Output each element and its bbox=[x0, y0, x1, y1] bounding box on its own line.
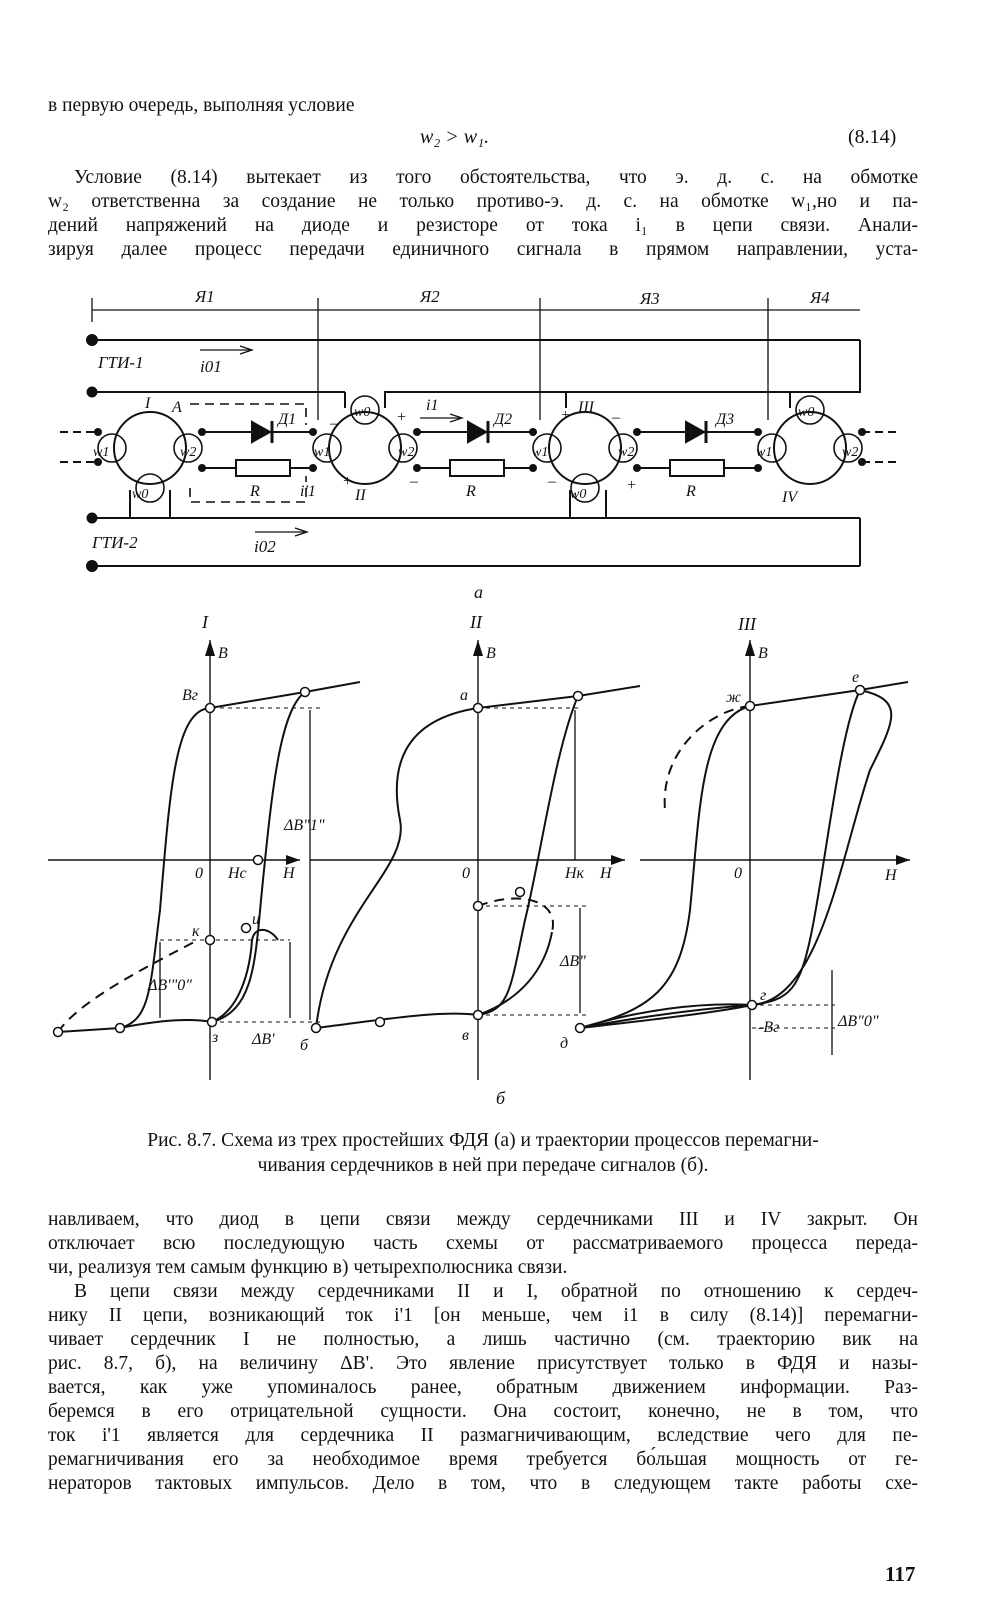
hc-label: Hc bbox=[228, 865, 247, 882]
graph-title: II bbox=[470, 612, 482, 632]
resistor-label: R bbox=[466, 483, 476, 500]
v-label: в bbox=[462, 1027, 469, 1044]
dBp-label: ΔB' bbox=[252, 1031, 275, 1048]
plus-sign: + bbox=[560, 407, 571, 424]
origin-label: 0 bbox=[734, 865, 742, 882]
point-a-label: A bbox=[172, 399, 182, 416]
core-label: III bbox=[578, 399, 594, 416]
k-label: к bbox=[192, 923, 200, 940]
z-label: з bbox=[212, 1029, 219, 1046]
plus-sign: + bbox=[342, 473, 353, 490]
caption-line: Рис. 8.7. Схема из трех простейших ФДЯ (а) и траектории процессов перемагни- bbox=[147, 1130, 819, 1151]
dB0-label: ΔB'"0" bbox=[148, 977, 193, 994]
dB0-label: ΔB"0" bbox=[838, 1013, 879, 1030]
axis-h-label: H bbox=[283, 865, 295, 882]
b-label: б bbox=[300, 1037, 309, 1054]
text-line: навливаем, что диод в цепи связи между сердечниками III и IV закрыт. Он bbox=[48, 1209, 918, 1230]
i1-label: i1 bbox=[426, 397, 439, 414]
circuit-diagram bbox=[0, 0, 1005, 620]
i01-label: i01 bbox=[200, 357, 222, 376]
text-line: дений напряжений на диоде и резисторе от тока i₁ в цепи связи. Анали- bbox=[48, 215, 918, 236]
text-line: чи, реализуя тем самым функцию в) четырехполюсника связи. bbox=[48, 1257, 568, 1278]
text-line: нику II цепи, возникающий ток i'1 [он меньше, чем i1 в силу (8.14)] перемагни- bbox=[48, 1305, 918, 1326]
text-line: Условие (8.14) вытекает из того обстоятельства, что э. д. с. на обмотке bbox=[74, 167, 918, 188]
axis-h-label: H bbox=[885, 867, 897, 884]
text-line: вается, как уже упоминалось ранее, обратным движением информации. Раз- bbox=[48, 1377, 918, 1398]
origin-label: 0 bbox=[195, 865, 203, 882]
br-label: Bг bbox=[182, 687, 199, 704]
dB1-label: ΔB"1" bbox=[284, 817, 325, 834]
resistor-label: R bbox=[686, 483, 696, 500]
minus-br-label: -Bг bbox=[758, 1019, 780, 1036]
w1-label: w1 bbox=[532, 445, 549, 460]
zh-label: ж bbox=[726, 689, 741, 706]
text-line: В цепи связи между сердечниками II и I, обратной по отношению к сердеч- bbox=[74, 1281, 918, 1302]
plus-sign: + bbox=[626, 477, 637, 494]
text-line: w₂ ответственна за создание не только противо-э. д. с. на обмотке w₁,но и па- bbox=[48, 191, 918, 212]
figure-caption bbox=[48, 1128, 918, 1178]
g-label: г bbox=[760, 987, 767, 1004]
text-line: рис. 8.7, б), на величину ΔB'. Это явление присутствует только в ФДЯ и назы- bbox=[48, 1353, 918, 1374]
d-label: д bbox=[560, 1035, 569, 1052]
i1-prime-label: i'1 bbox=[300, 483, 316, 500]
page-number: 117 bbox=[885, 1562, 916, 1586]
w2-label: w2 bbox=[618, 445, 635, 460]
hk-label: Hк bbox=[565, 865, 585, 882]
w0-label: w0 bbox=[132, 487, 149, 502]
axis-b-label: B bbox=[486, 645, 496, 662]
gti1-label: ГТИ-1 bbox=[98, 353, 144, 372]
gti2-label: ГТИ-2 bbox=[92, 533, 138, 552]
cell-label: Я2 bbox=[420, 287, 440, 306]
text-line: нераторов тактовых импульсов. Дело в том, что в следующем такте работы схе- bbox=[48, 1473, 918, 1494]
i02-label: i02 bbox=[254, 537, 276, 556]
axis-b-label: B bbox=[758, 645, 768, 662]
caption-line: чивания сердечников в ней при передаче сигналов (б). bbox=[257, 1155, 709, 1176]
axis-b-label: B bbox=[218, 645, 228, 662]
resistor-label: R bbox=[250, 483, 260, 500]
hysteresis-graphs bbox=[0, 610, 1005, 1110]
diode-label: Д3 bbox=[716, 411, 735, 428]
w0-label: w0 bbox=[798, 405, 815, 420]
equation-formula: w₂ > w₁. bbox=[420, 126, 490, 148]
axis-h-label: H bbox=[600, 865, 612, 882]
w1-label: w1 bbox=[314, 445, 331, 460]
w1-label: w1 bbox=[756, 445, 773, 460]
minus-sign: – bbox=[548, 473, 556, 490]
u-label: и bbox=[252, 911, 260, 928]
graph-2 bbox=[300, 640, 640, 1080]
e-label: е bbox=[852, 669, 860, 686]
w0-label: w0 bbox=[570, 487, 587, 502]
core-label: I bbox=[145, 395, 151, 412]
origin-label: 0 bbox=[462, 865, 470, 882]
minus-sign: – bbox=[612, 409, 620, 426]
dBpp-label: ΔB" bbox=[560, 953, 586, 970]
w2-label: w2 bbox=[398, 445, 415, 460]
intro-line: в первую очередь, выполняя условие bbox=[48, 95, 355, 116]
graph-title: I bbox=[202, 612, 208, 632]
part-a-label: а bbox=[474, 582, 483, 602]
text-line: ток i'1 является для сердечника II размагничивающим, вследствие чего для пе- bbox=[48, 1425, 918, 1446]
text-line: зируя далее процесс передачи единичного сигнала в прямом направлении, уста- bbox=[48, 239, 918, 260]
w2-label: w2 bbox=[180, 445, 197, 460]
core-label: IV bbox=[782, 489, 798, 506]
text-line: ремагничивания его за необходимое время требуется бо́льшая мощность от ге- bbox=[48, 1449, 918, 1470]
cell-label: Я4 bbox=[810, 288, 830, 307]
core-label: II bbox=[355, 487, 366, 504]
w0-label: w0 bbox=[354, 405, 371, 420]
a-label: а bbox=[460, 687, 468, 704]
w1-label: w1 bbox=[93, 445, 110, 460]
minus-sign: – bbox=[330, 415, 338, 432]
diode-label: Д1 bbox=[278, 411, 297, 428]
w2-label: w2 bbox=[842, 445, 859, 460]
text-line: беремся в его отрицательной сущности. Она состоит, конечно, не в том, что bbox=[48, 1401, 918, 1422]
graph-title: III bbox=[738, 614, 756, 634]
diode-label: Д2 bbox=[494, 411, 513, 428]
text-line: отключает всю последующую часть схемы от рассматриваемого процесса переда- bbox=[48, 1233, 918, 1254]
minus-sign: – bbox=[410, 473, 418, 490]
cell-label: Я3 bbox=[640, 289, 660, 308]
text-line: чивает сердечник I не полностью, а лишь частично (см. траекторию вик на bbox=[48, 1329, 918, 1350]
part-b-label: б bbox=[496, 1088, 506, 1108]
cell-label: Я1 bbox=[195, 287, 215, 306]
plus-sign: + bbox=[396, 409, 407, 426]
equation-number: (8.14) bbox=[848, 126, 897, 148]
